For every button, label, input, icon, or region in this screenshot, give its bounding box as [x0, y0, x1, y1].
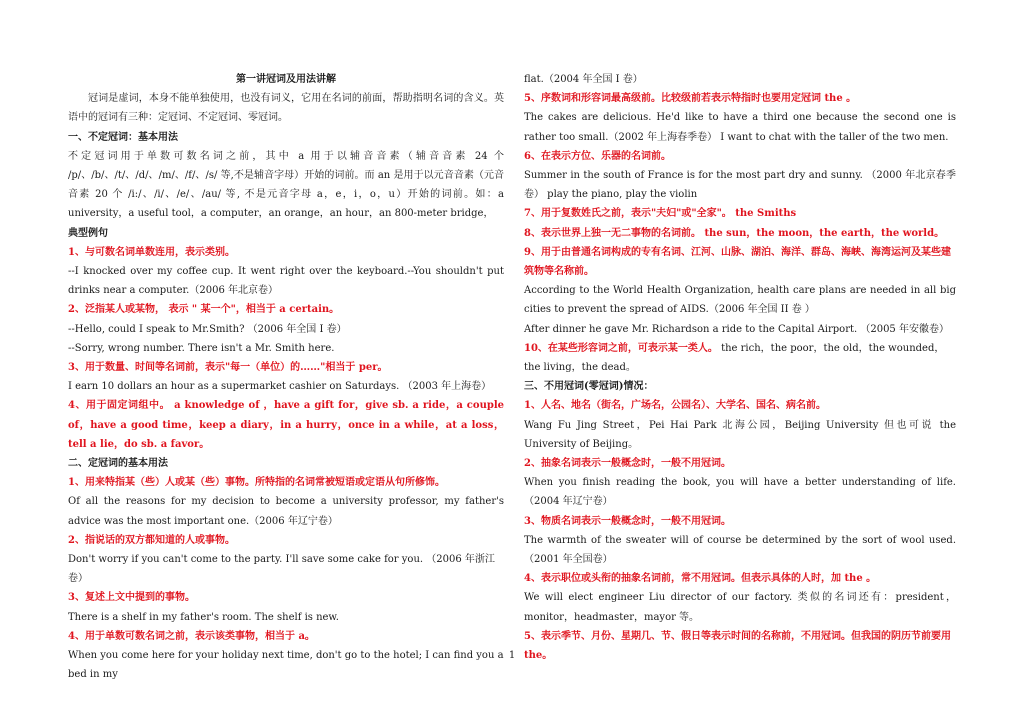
example-sentence: Don't worry if you can't come to the party. I'll save some cake for you. （2006 年浙江卷） — [68, 554, 495, 585]
indefinite-body: 不定冠词用于单数可数名词之前，其中 a 用于以辅音音素（辅音音素 24 个 /p/、/b/、/t/、/d/、/m/、/f/、/s/ 等,不是辅音字母）开始的词前。而 an 是用于以元音音素（元音音素 20 个 /i:/、/i/、/e/、/au/ 等, 不是元音字母 a，e，i，o，u）开始的词前。如：a university，a useful tool，a computer，an orange，an hour，an 800-meter bridge， — [68, 150, 504, 220]
example-sentence: --Hello, could I speak to Mr.Smith? （2006 年全国 I 卷） — [68, 323, 347, 335]
rule-heading: 9、用于由普通名词构成的专有名词、江河、山脉、湖泊、海洋、群岛、海峡、海湾运河及某些建筑物等名称前。 — [524, 246, 951, 278]
left-column — [68, 70, 504, 685]
example-sentence: There is a shelf in my father's room. The shelf is new. — [68, 611, 339, 623]
rule-heading: 4、用于单数可数名词之前，表示该类事物，相当于 a。 — [68, 630, 315, 642]
rule-heading: 5、序数词和形容词最高级前。比较级前若表示特指时也要用定冠词 the 。 — [524, 93, 857, 105]
rule-heading: 7、用于复数姓氏之前，表示"夫妇"或"全家"。 the Smiths — [524, 208, 797, 220]
example-sentence: flat.（2004 年全国 I 卷） — [524, 74, 643, 85]
rule-heading: 4、用于固定词组中。 a knowledge of ，have a gift for，give sb. a ride，a couple of，have a good time，keep a diary，in a hurry，once in a while，at a loss，tell a lie，do sb. a favor。 — [68, 400, 504, 450]
example-sentence: I earn 10 dollars an hour as a supermarket cashier on Saturdays. （2003 年上海卷） — [68, 381, 492, 393]
rule-heading: 3、复述上文中提到的事物。 — [68, 592, 195, 604]
rule-heading: 2、抽象名词表示一般概念时，一般不用冠词。 — [524, 458, 731, 470]
rule-heading: 8、表示世界上独一无二事物的名词前。 the sun，the moon，the earth，the world。 — [524, 227, 945, 239]
rule-heading: 4、表示职位或头衔的抽象名词前，常不用冠词。但表示具体的人时，加 the 。 — [524, 573, 877, 585]
example-sentence: The cakes are delicious. He'd like to have a third one because the second one is rather too small.（2002 年上海春季卷） I want to chat with the taller of the two men. — [524, 112, 956, 143]
rule-heading: 1、用来特指某（些）人或某（些）事物。所特指的名词常被短语或定语从句所修饰。 — [68, 477, 445, 489]
section-heading-indefinite: 一、不定冠词：基本用法 — [68, 131, 178, 143]
rule-heading: 5、表示季节、月份、星期几、节、假日等表示时间的名称前，不用冠词。但我国的阴历节前要用 the。 — [524, 630, 951, 662]
example-sentence: Wang Fu Jing Street，Pei Hai Park 北海公园，Beijing University 但也可说 the University of Beijing。 — [524, 419, 956, 450]
section-heading-definite: 二、定冠词的基本用法 — [68, 458, 168, 470]
page-number: 1 — [508, 650, 516, 661]
rule-heading: 6、在表示方位、乐器的名词前。 — [524, 150, 671, 162]
typical-examples-heading: 典型例句 — [68, 227, 108, 239]
example-sentence: the rich，the poor，the old，the wounded，the living，the dead。 — [524, 342, 945, 374]
example-sentence: --Sorry, wrong number. There isn't a Mr. Smith here. — [68, 342, 335, 354]
rule-with-examples — [524, 339, 956, 377]
intro-paragraph: 冠词是虚词，本身不能单独使用，也没有词义，它用在名词的前面，帮助指明名词的含义。英语中的冠词有三种：定冠词、不定冠词、零冠词。 — [68, 93, 504, 124]
example-sentence: --I knocked over my coffee cup. It went right over the keyboard.--You shouldn't put drinks near a computer.（2006 年北京卷） — [68, 266, 504, 297]
right-column — [524, 70, 956, 665]
example-sentence: After dinner he gave Mr. Richardson a ride to the Capital Airport. （2005 年安徽卷） — [524, 323, 949, 335]
rule-heading: 2、泛指某人或某物， 表示 " 某一个"，相当于 a certain。 — [68, 304, 340, 316]
example-sentence: When you finish reading the book, you will have a better understanding of life. （2004 年辽宁卷） — [524, 477, 956, 508]
rule-heading: 2、指说话的双方都知道的人或事物。 — [68, 534, 235, 546]
rule-heading: 1、与可数名词单数连用，表示类别。 — [68, 246, 235, 258]
rule-heading: 3、用于数量、时间等名词前，表示"每一（单位）的……"相当于 per。 — [68, 362, 388, 374]
section-heading-zero-article: 三、不用冠词(零冠词)情况： — [524, 381, 654, 393]
example-sentence: Summer in the south of France is for the most part dry and sunny. （2000 年北京春季卷） play the piano, play the violin — [524, 170, 956, 201]
rule-heading: 1、人名、地名（街名，广场名，公园名）、大学名、国名、病名前。 — [524, 400, 826, 412]
example-sentence: We will elect engineer Liu director of our factory. 类似的名词还有：president，monitor，headmaster，mayor 等。 — [524, 592, 956, 623]
example-sentence: Of all the reasons for my decision to become a university professor, my father's advice was the most important one.（2006 年辽宁卷） — [68, 496, 504, 527]
rule-heading: 3、物质名词表示一般概念时，一般不用冠词。 — [524, 515, 731, 527]
example-sentence: When you come here for your holiday next time, don't go to the hotel; I can find you a bed in my — [68, 650, 504, 681]
example-sentence: The warmth of the sweater will of course be determined by the sort of wool used.（2001 年全国卷） — [524, 534, 956, 566]
page-title: 第一讲冠词及用法讲解 — [236, 74, 336, 85]
rule-heading: 10、在某些形容词之前，可表示某一类人。 — [524, 342, 718, 354]
example-sentence: According to the World Health Organization, health care plans are needed in all big cities to prevent the spread of AIDS.（2006 年全国 II 卷 ） — [524, 285, 956, 316]
